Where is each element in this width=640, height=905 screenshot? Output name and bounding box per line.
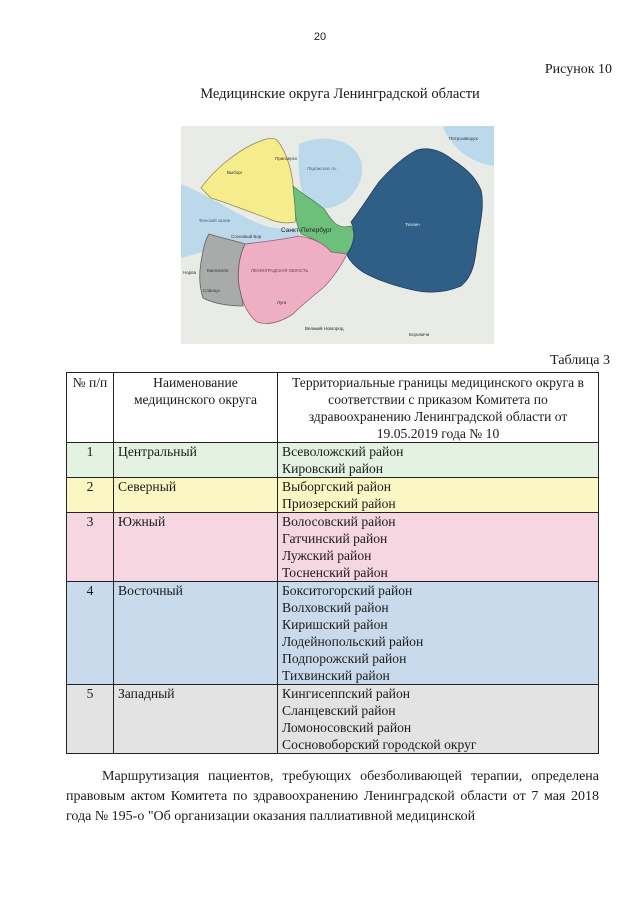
district-item: Ломоносовский район (282, 720, 412, 735)
map-label-veliky-novgorod: Великий Новгород (305, 326, 344, 331)
map-label-ladoga-lake: Ладожское оз. (307, 166, 337, 171)
district-item: Приозерский район (282, 496, 396, 511)
map-label-slantsy: Сланцы (203, 288, 220, 293)
table-row (67, 443, 599, 478)
district-item: Гатчинский район (282, 531, 388, 546)
map-svg (181, 126, 494, 344)
medical-districts-table (66, 372, 599, 754)
district-item: Лужский район (282, 548, 372, 563)
row-districts (278, 582, 599, 685)
map-label-petrozavodsk: Петрозаводск (449, 136, 478, 141)
map-label-vyborg: Выборг (227, 170, 243, 175)
row-number: 2 (67, 478, 114, 513)
table-row (67, 478, 599, 513)
map-label-tikhvin: Тихвин (405, 222, 420, 227)
district-item: Кировский район (282, 461, 384, 476)
district-item: Волховский район (282, 600, 389, 615)
district-item: Киришский район (282, 617, 388, 632)
map-label-sosnovy-bor: Сосновый Бор (231, 234, 262, 239)
table-row (67, 582, 599, 685)
row-name: Восточный (114, 582, 278, 685)
district-item: Волосовский район (282, 514, 396, 529)
header-name: Наименование медицинского округа (114, 373, 278, 443)
table-row (67, 513, 599, 582)
district-item: Выборгский район (282, 479, 392, 494)
district-item: Сланцевский район (282, 703, 396, 718)
table-label: Таблица 3 (550, 353, 610, 368)
page-number: 20 (313, 31, 327, 43)
row-name: Северный (114, 478, 278, 513)
figure-title: Медицинские округа Ленинградской области (200, 86, 480, 102)
row-districts (278, 685, 599, 754)
row-number: 1 (67, 443, 114, 478)
map-label-borovichi: Боровичи (409, 332, 430, 337)
district-item: Лодейнопольский район (282, 634, 424, 649)
district-item: Всеволожский район (282, 444, 404, 459)
figure-label: Рисунок 10 (544, 62, 612, 77)
district-item: Кингисеппский район (282, 686, 411, 701)
row-name: Южный (114, 513, 278, 582)
district-item: Тихвинский район (282, 668, 390, 683)
map-label-narva: Нарва (183, 270, 197, 275)
medical-districts-map (181, 126, 494, 344)
district-item: Тосненский район (282, 565, 388, 580)
map-label-luga: Луга (277, 300, 287, 305)
body-paragraph: Маршрутизация пациентов, требующих обезболивающей терапии, определена правовым актом Комитета по здравоохранению Ленинградской области от 7 мая 2018 года № 195-о "Об организации оказания паллиативной медицинской (66, 769, 599, 824)
table-row (67, 685, 599, 754)
row-number: 4 (67, 582, 114, 685)
map-label-kingisepp: Кингисепп (207, 268, 229, 273)
map-label-lenoblast: ЛЕНИНГРАДСКАЯ ОБЛАСТЬ (251, 268, 309, 273)
map-label-priozersk: Приозерск (275, 156, 297, 161)
header-number: № п/п (67, 373, 114, 443)
row-name: Центральный (114, 443, 278, 478)
row-districts (278, 513, 599, 582)
district-item: Сосновоборский городской округ (282, 737, 477, 752)
row-name: Западный (114, 685, 278, 754)
district-item: Подпорожский район (282, 651, 407, 666)
row-number: 5 (67, 685, 114, 754)
row-districts (278, 443, 599, 478)
map-label-gulf-of-finland: Финский залив (199, 218, 231, 223)
map-label-saint-petersburg: Санкт-Петербург (281, 227, 332, 234)
header-districts: Территориальные границы медицинского округа в соответствии с приказом Комитета по здравоохранению Ленинградской области от 19.05.2019 года № 10 (278, 373, 599, 443)
row-districts (278, 478, 599, 513)
district-item: Бокситогорский район (282, 583, 413, 598)
table-body (67, 443, 599, 754)
table-header-row (67, 373, 599, 443)
row-number: 3 (67, 513, 114, 582)
